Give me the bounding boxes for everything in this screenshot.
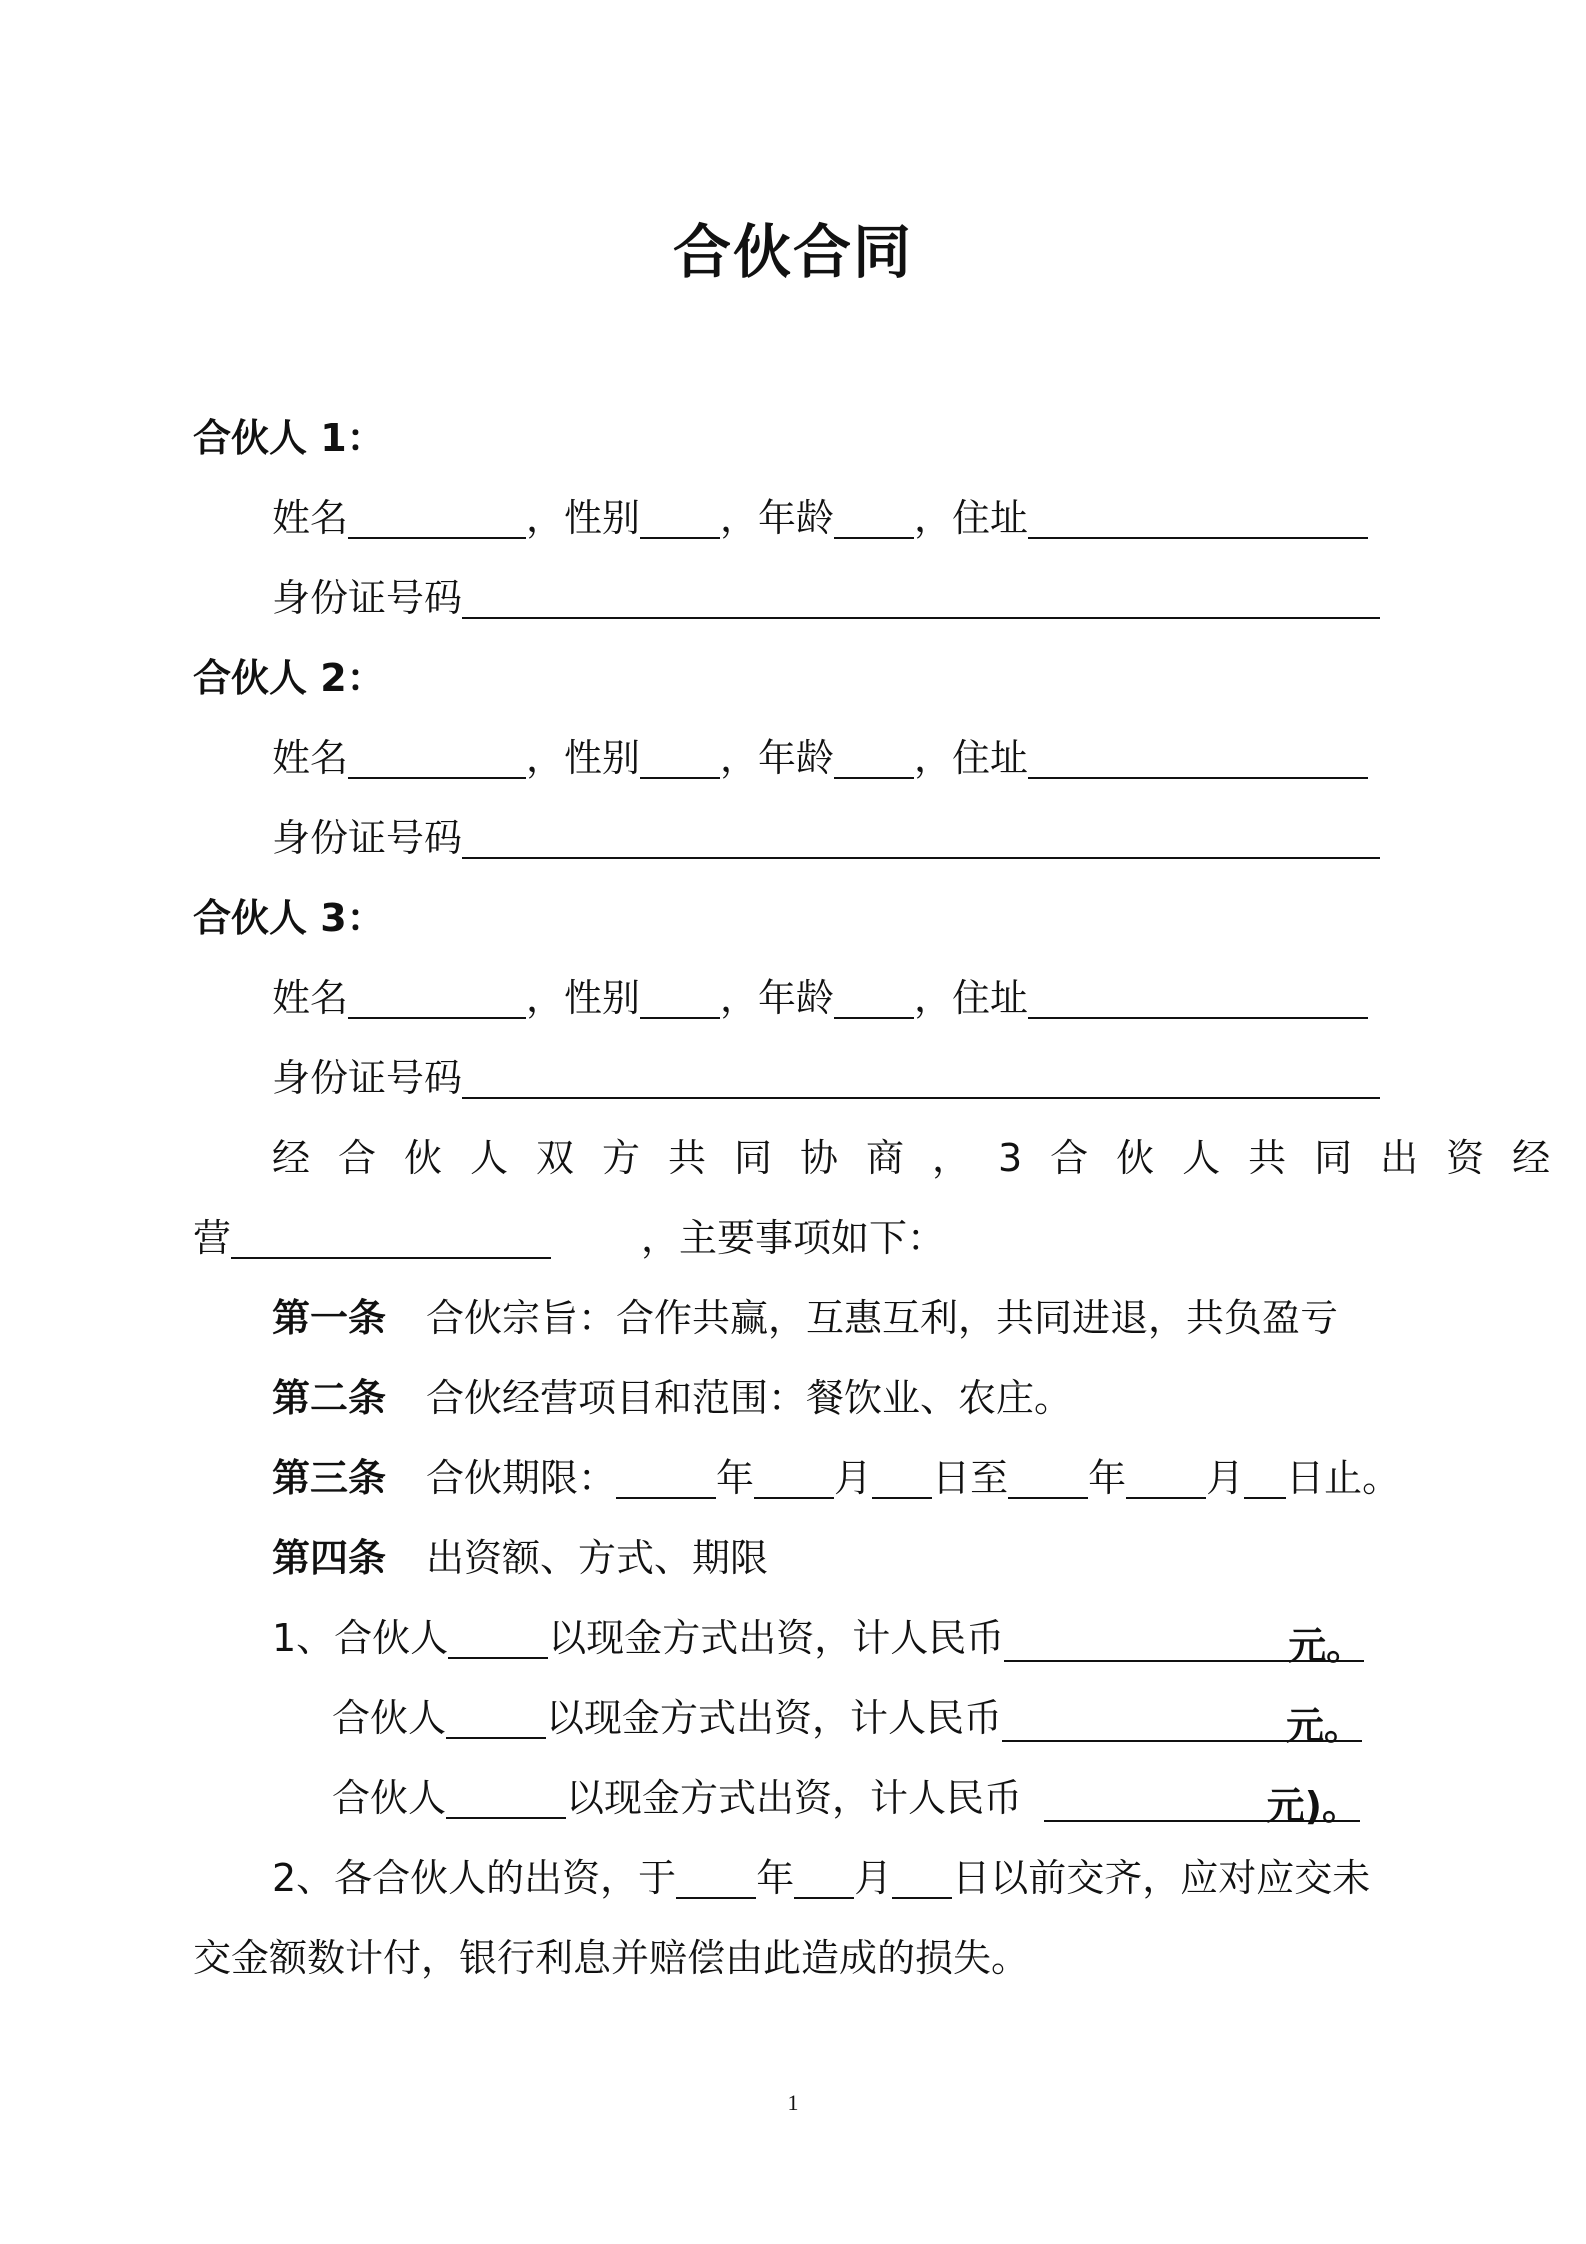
age-label: ，年龄 bbox=[720, 976, 835, 1020]
partner-3-heading: 合伙人 3： bbox=[193, 896, 385, 940]
start-day-blank[interactable] bbox=[872, 1453, 932, 1499]
business-blank[interactable] bbox=[231, 1213, 551, 1259]
partner-3-info-row bbox=[272, 968, 1368, 1028]
intro-suffix: ，主要事项如下： bbox=[641, 1216, 946, 1260]
start-year-blank[interactable] bbox=[616, 1453, 716, 1499]
name-blank[interactable] bbox=[348, 493, 526, 539]
gender-label: ，性别 bbox=[526, 496, 641, 540]
name-label: 姓名 bbox=[272, 496, 349, 540]
year-label: 年 bbox=[1088, 1456, 1127, 1500]
amount-blank[interactable] bbox=[1002, 1696, 1363, 1748]
age-blank[interactable] bbox=[834, 493, 914, 539]
intro-prefix: 营 bbox=[193, 1216, 232, 1260]
year-label: 年 bbox=[716, 1456, 755, 1500]
gender-blank[interactable] bbox=[640, 493, 720, 539]
end-year-blank[interactable] bbox=[1008, 1453, 1088, 1499]
month-label: 月 bbox=[1206, 1456, 1245, 1500]
partner-1-id-row bbox=[272, 568, 1380, 628]
intro-line-1: 经合伙人双方共同协商，3合伙人共同出资经 bbox=[272, 1136, 1579, 1180]
year-label: 年 bbox=[756, 1856, 795, 1900]
article-2 bbox=[272, 1368, 1072, 1428]
amount-blank[interactable] bbox=[1004, 1616, 1365, 1668]
article-4-text: 出资额、方式、期限 bbox=[426, 1536, 769, 1580]
yuan-label: 元。 bbox=[1286, 1704, 1363, 1748]
id-blank[interactable] bbox=[462, 813, 1380, 859]
gender-label: ，性别 bbox=[526, 976, 641, 1020]
yuan-label: 元)。 bbox=[1266, 1784, 1361, 1828]
id-label: 身份证号码 bbox=[272, 576, 463, 620]
partner-2-heading: 合伙人 2： bbox=[193, 656, 385, 700]
partner-1-heading: 合伙人 1： bbox=[193, 416, 385, 460]
article-1 bbox=[272, 1288, 1338, 1348]
name-blank[interactable] bbox=[348, 733, 526, 779]
month-label: 月 bbox=[834, 1456, 873, 1500]
cash-text: 以现金方式出资，计人民币 bbox=[548, 1616, 1005, 1660]
article-4 bbox=[272, 1528, 768, 1588]
partner-name-blank[interactable] bbox=[448, 1613, 548, 1659]
address-blank[interactable] bbox=[1028, 493, 1368, 539]
name-label: 姓名 bbox=[272, 976, 349, 1020]
document-title: 合伙合同 bbox=[672, 218, 913, 286]
month-label: 月 bbox=[854, 1856, 893, 1900]
contribution-row-3 bbox=[332, 1768, 1360, 1828]
age-label: ，年龄 bbox=[720, 496, 835, 540]
clause-2-prefix: 2、各合伙人的出资，于 bbox=[272, 1856, 677, 1900]
clause-2-suffix: 日以前交齐，应对应交未 bbox=[952, 1856, 1371, 1900]
id-blank[interactable] bbox=[462, 573, 1380, 619]
address-label: ，住址 bbox=[914, 496, 1029, 540]
partner-label: 合伙人 bbox=[332, 1776, 447, 1820]
clause-2-line-1 bbox=[272, 1848, 1370, 1908]
day-end-label: 日止。 bbox=[1286, 1456, 1401, 1500]
name-label: 姓名 bbox=[272, 736, 349, 780]
contribution-row-2 bbox=[332, 1688, 1362, 1748]
gender-blank[interactable] bbox=[640, 733, 720, 779]
article-3 bbox=[272, 1448, 1400, 1508]
contribution-row-1 bbox=[272, 1608, 1364, 1668]
partner-3-id-row bbox=[272, 1048, 1380, 1108]
intro-line-2 bbox=[193, 1208, 945, 1268]
end-day-blank[interactable] bbox=[1244, 1453, 1286, 1499]
gender-label: ，性别 bbox=[526, 736, 641, 780]
address-label: ，住址 bbox=[914, 976, 1029, 1020]
deadline-day-blank[interactable] bbox=[892, 1853, 952, 1899]
partner-name-blank[interactable] bbox=[446, 1693, 546, 1739]
cash-text: 以现金方式出资，计人民币 bbox=[566, 1776, 1023, 1820]
article-1-text: 合伙宗旨：合作共赢，互惠互利，共同进退，共负盈亏 bbox=[426, 1296, 1339, 1340]
article-1-label: 第一条 bbox=[272, 1296, 387, 1340]
clause-2-line-2: 交金额数计付，银行利息并赔偿由此造成的损失。 bbox=[193, 1936, 1030, 1980]
start-month-blank[interactable] bbox=[754, 1453, 834, 1499]
partner-name-blank[interactable] bbox=[446, 1773, 566, 1819]
id-label: 身份证号码 bbox=[272, 1056, 463, 1100]
partner-label: 合伙人 bbox=[332, 1696, 447, 1740]
page-number: 1 bbox=[787, 2090, 799, 2115]
gender-blank[interactable] bbox=[640, 973, 720, 1019]
age-label: ，年龄 bbox=[720, 736, 835, 780]
address-label: ，住址 bbox=[914, 736, 1029, 780]
cash-text: 以现金方式出资，计人民币 bbox=[546, 1696, 1003, 1740]
article-3-text: 合伙期限： bbox=[426, 1456, 617, 1500]
id-blank[interactable] bbox=[462, 1053, 1380, 1099]
deadline-year-blank[interactable] bbox=[676, 1853, 756, 1899]
day-to-label: 日至 bbox=[932, 1456, 1009, 1500]
age-blank[interactable] bbox=[834, 973, 914, 1019]
yuan-label: 元。 bbox=[1288, 1624, 1365, 1668]
contribution-prefix: 1、合伙人 bbox=[272, 1616, 449, 1660]
article-3-label: 第三条 bbox=[272, 1456, 387, 1500]
name-blank[interactable] bbox=[348, 973, 526, 1019]
end-month-blank[interactable] bbox=[1126, 1453, 1206, 1499]
partner-1-info-row bbox=[272, 488, 1368, 548]
partner-2-info-row bbox=[272, 728, 1368, 788]
article-4-label: 第四条 bbox=[272, 1536, 387, 1580]
amount-blank[interactable] bbox=[1044, 1776, 1361, 1828]
age-blank[interactable] bbox=[834, 733, 914, 779]
id-label: 身份证号码 bbox=[272, 816, 463, 860]
address-blank[interactable] bbox=[1028, 973, 1368, 1019]
article-2-text: 合伙经营项目和范围：餐饮业、农庄。 bbox=[426, 1376, 1073, 1420]
deadline-month-blank[interactable] bbox=[794, 1853, 854, 1899]
article-2-label: 第二条 bbox=[272, 1376, 387, 1420]
address-blank[interactable] bbox=[1028, 733, 1368, 779]
partner-2-id-row bbox=[272, 808, 1380, 868]
